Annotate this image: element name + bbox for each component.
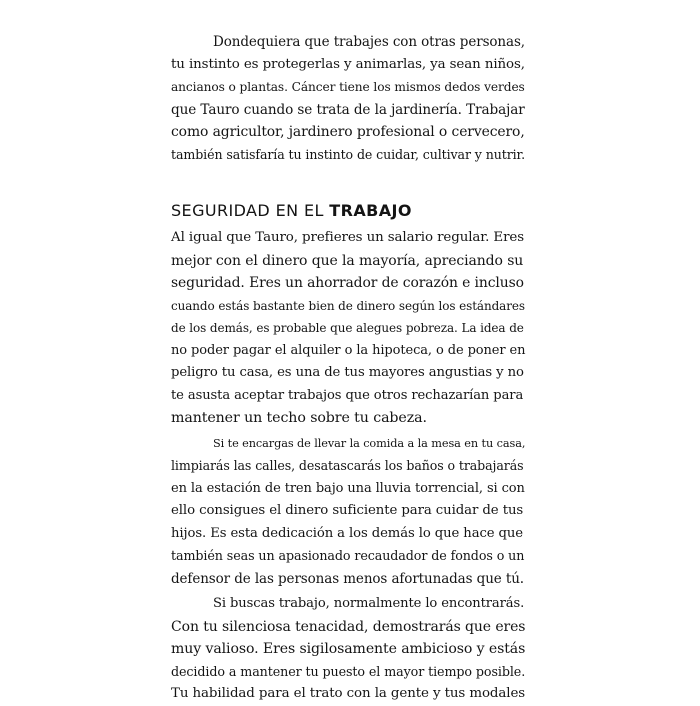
text-line: no poder pagar el alquiler o la hipoteca, o de poner en (171, 342, 526, 358)
text-line: mejor con el dinero que la mayoría, apreciando su (171, 252, 524, 269)
text-line: muy valioso. Eres sigilosamente ambicioso y estás (171, 641, 526, 657)
text-line: ello consigues el dinero suficiente para cuidar de tus (171, 503, 524, 518)
text-line: que Tauro cuando se trata de la jardinería. Trabajar (171, 101, 525, 118)
text-line: mantener un techo sobre tu cabeza. (171, 410, 427, 426)
text-line: en la estación de tren bajo una lluvia torrencial, si con (171, 480, 525, 496)
text-line: te asusta aceptar trabajos que otros rechazarían para (171, 387, 524, 403)
text-line: Con tu silenciosa tenacidad, demostrarás que eres (171, 618, 526, 635)
text-line: también satisfaría tu instinto de cuidar, cultivar y nutrir. (171, 146, 525, 162)
text-line: Si te encargas de llevar la comida a la mesa en tu casa, (213, 436, 526, 450)
text-line: decidido a mantener tu puesto el mayor tiempo posible. (171, 663, 526, 679)
text-line: Tu habilidad para el trato con la gente y tus modales (171, 686, 526, 701)
section-body (171, 227, 525, 706)
paragraph-3 (171, 593, 525, 706)
paragraph-2 (171, 433, 525, 591)
text-line: Dondequiera que trabajes con otras personas, (213, 34, 525, 50)
paragraph-1 (171, 227, 525, 430)
section-heading (171, 201, 412, 220)
text-line: defensor de las personas menos afortunadas que tú. (171, 570, 524, 587)
text-line: como agricultor, jardinero profesional o cervecero, (171, 124, 525, 140)
text-line: peligro tu casa, es una de tus mayores angustias y no (171, 365, 524, 380)
text-line: hijos. Es esta dedicación a los demás lo que hace que (171, 525, 523, 541)
text-line: de los demás, es probable que alegues pobreza. La idea de (171, 321, 524, 335)
section-heading-part1: SEGURIDAD EN EL (171, 201, 330, 220)
text-line: Al igual que Tauro, prefieres un salario regular. Eres (171, 230, 525, 245)
section-heading-part2: TRABAJO (329, 201, 412, 220)
intro-paragraph (171, 31, 525, 166)
text-line: también seas un apasionado recaudador de fondos o un (171, 548, 525, 563)
text-line: seguridad. Eres un ahorrador de corazón e incluso (171, 275, 524, 291)
text-line: cuando estás bastante bien de dinero según los estándares (171, 298, 525, 313)
text-line: tu instinto es protegerlas y animarlas, ya sean niños, (171, 56, 525, 72)
text-line: ancianos o plantas. Cáncer tiene los mismos dedos verdes (171, 80, 525, 94)
text-line: Si buscas trabajo, normalmente lo encontrarás. (213, 596, 525, 611)
text-line: limpiarás las calles, desatascarás los baños o trabajarás (171, 458, 524, 473)
